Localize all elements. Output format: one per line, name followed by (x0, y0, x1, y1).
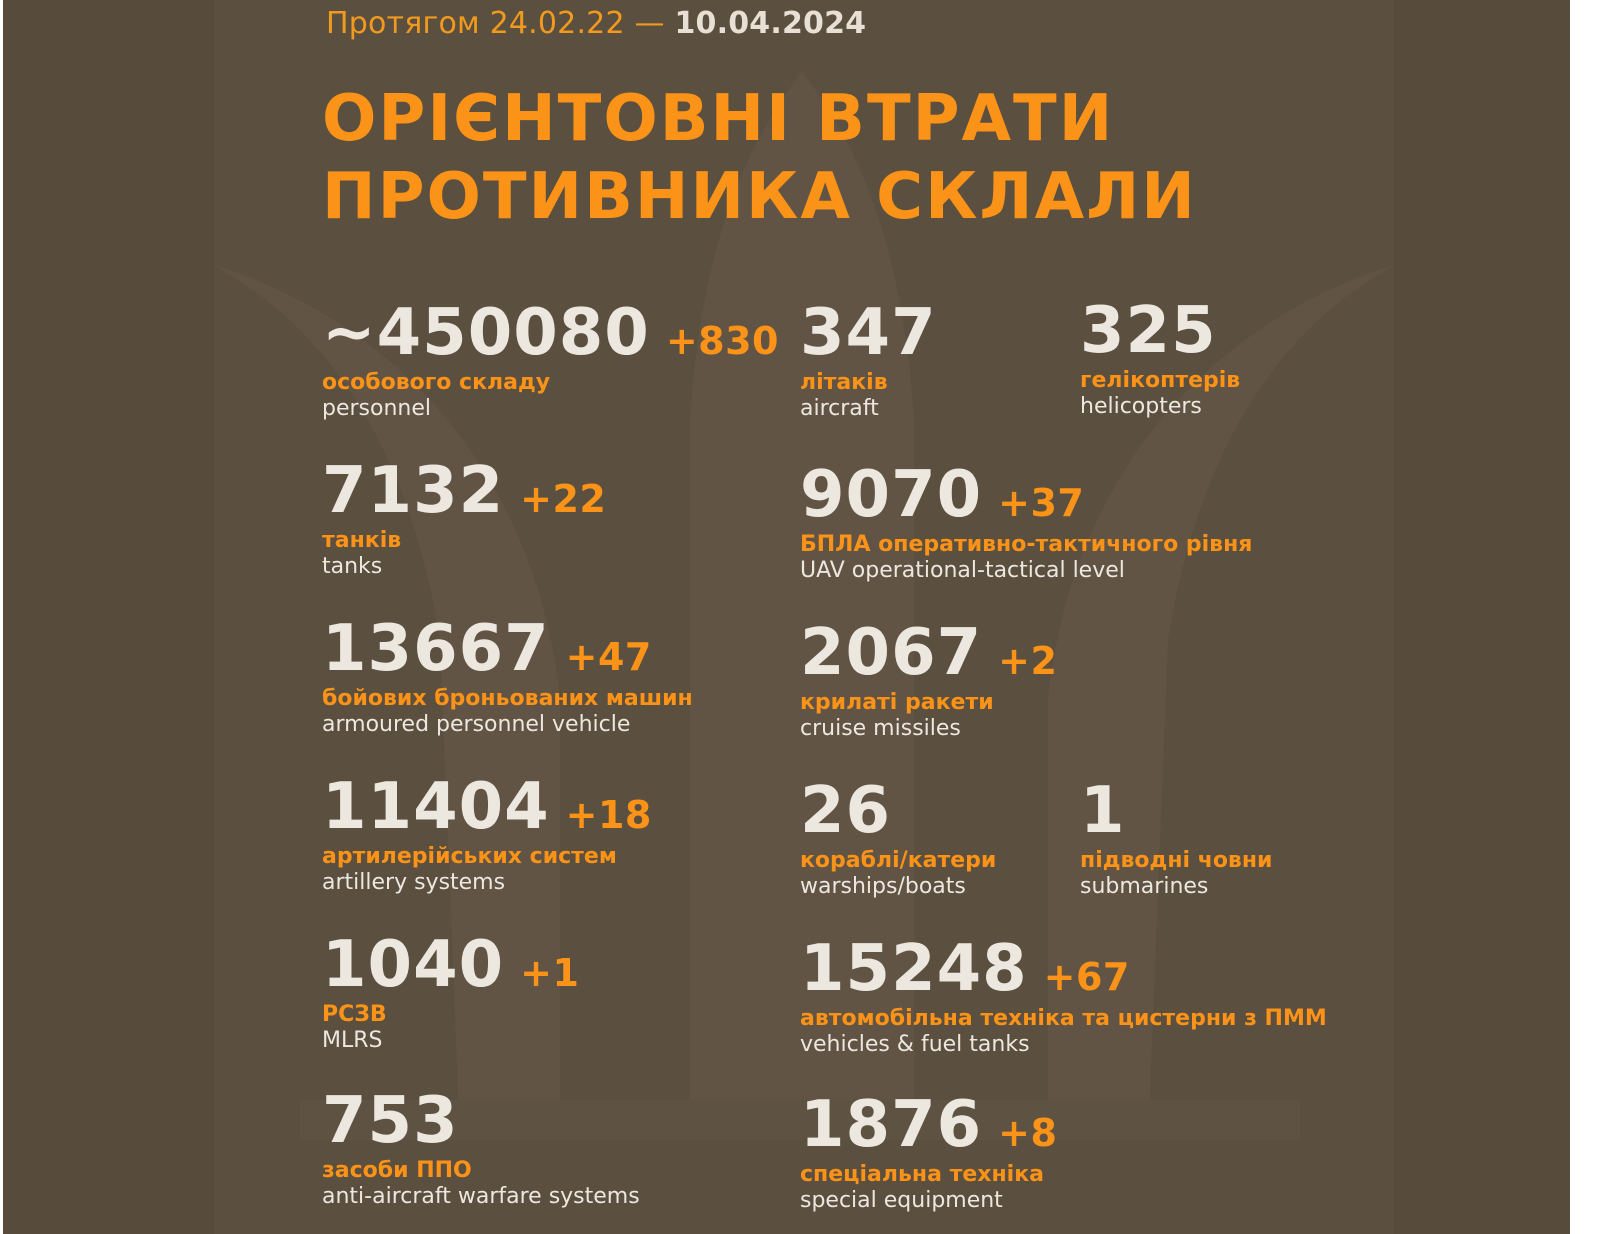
stat-artillery (322, 772, 652, 896)
stat-label-en: MLRS (322, 1028, 383, 1053)
title-line-1: ОРІЄНТОВНІ ВТРАТИ (322, 82, 1115, 156)
stat-value: 1 (1080, 774, 1126, 848)
stat-label-en: artillery systems (322, 870, 506, 895)
stat-label-en: tanks (322, 554, 383, 579)
stat-label-en: UAV operational-tactical level (800, 558, 1125, 583)
stat-label-en: warships/boats (800, 874, 966, 899)
stat-uav (800, 460, 1252, 584)
stat-label-en: personnel (322, 396, 432, 421)
stat-delta: +67 (1043, 955, 1130, 999)
stat-value: 2067 (800, 616, 983, 690)
stat-label-en: anti-aircraft warfare systems (322, 1184, 640, 1209)
stat-label-en: aircraft (800, 396, 879, 421)
stat-delta: +2 (998, 639, 1058, 683)
stat-label-ua: бойових броньованих машин (322, 686, 693, 711)
stat-label-ua: крилаті ракети (800, 690, 994, 715)
stat-label-ua: літаків (800, 370, 888, 395)
stat-special-equipment (800, 1090, 1057, 1214)
stat-armoured-vehicles (322, 614, 693, 738)
stat-label-ua: автомобільна техніка та цистерни з ПММ (800, 1006, 1327, 1031)
stat-delta: +47 (565, 635, 652, 679)
stat-vehicles (800, 934, 1327, 1058)
stat-label-en: helicopters (1080, 394, 1202, 419)
stat-cruise-missiles (800, 618, 1057, 742)
stat-delta: +37 (998, 481, 1085, 525)
stat-value: 11404 (322, 770, 550, 844)
stat-label-ua: гелікоптерів (1080, 368, 1241, 393)
stat-value: 325 (1080, 294, 1217, 368)
stat-label-ua: артилерійських систем (322, 844, 617, 869)
stat-delta: +22 (520, 477, 607, 521)
stat-delta: +18 (565, 793, 652, 837)
period-line (326, 6, 866, 41)
stat-delta: +1 (520, 951, 580, 995)
right-border (1570, 0, 1600, 1234)
stat-value: 753 (322, 1084, 459, 1158)
page-title (322, 80, 1197, 236)
left-border (0, 0, 3, 1234)
stat-label-ua: танків (322, 528, 402, 553)
stat-label-en: submarines (1080, 874, 1209, 899)
stat-label-ua: БПЛА оперативно-тактичного рівня (800, 532, 1253, 557)
stat-value: 7132 (322, 454, 505, 528)
stat-label-en: armoured personnel vehicle (322, 712, 631, 737)
stat-label-ua: особового складу (322, 370, 551, 395)
stat-value: 1040 (322, 928, 505, 1002)
period-end-date: 10.04.2024 (674, 6, 867, 41)
stat-value: 26 (800, 774, 892, 848)
period-prefix: Протягом 24.02.22 — (326, 6, 665, 41)
stat-value: 13667 (322, 612, 550, 686)
stat-delta: +8 (998, 1111, 1058, 1155)
stat-value: 347 (800, 296, 937, 370)
stat-submarines (1080, 776, 1272, 900)
stat-tanks (322, 456, 606, 580)
stat-mlrs (322, 930, 579, 1054)
stat-label-en: special equipment (800, 1188, 1003, 1213)
stat-delta: +830 (665, 319, 779, 363)
stat-helicopters (1080, 296, 1240, 420)
stat-warships (800, 776, 996, 900)
stat-label-ua: спеціальна техніка (800, 1162, 1044, 1187)
stat-label-en: cruise missiles (800, 716, 961, 741)
stat-value: 15248 (800, 932, 1028, 1006)
stat-label-ua: підводні човни (1080, 848, 1273, 873)
stat-label-ua: РСЗВ (322, 1002, 387, 1027)
stat-aircraft (800, 298, 937, 422)
stat-label-ua: засоби ППО (322, 1158, 472, 1183)
title-line-2: ПРОТИВНИКА СКЛАЛИ (322, 160, 1197, 234)
stat-air-defense (322, 1086, 640, 1210)
stat-value: 9070 (800, 458, 983, 532)
stat-personnel (322, 298, 779, 422)
stat-label-en: vehicles & fuel tanks (800, 1032, 1030, 1057)
stat-label-ua: кораблі/катери (800, 848, 997, 873)
stat-value: ~450080 (322, 296, 650, 370)
stat-value: 1876 (800, 1088, 983, 1162)
